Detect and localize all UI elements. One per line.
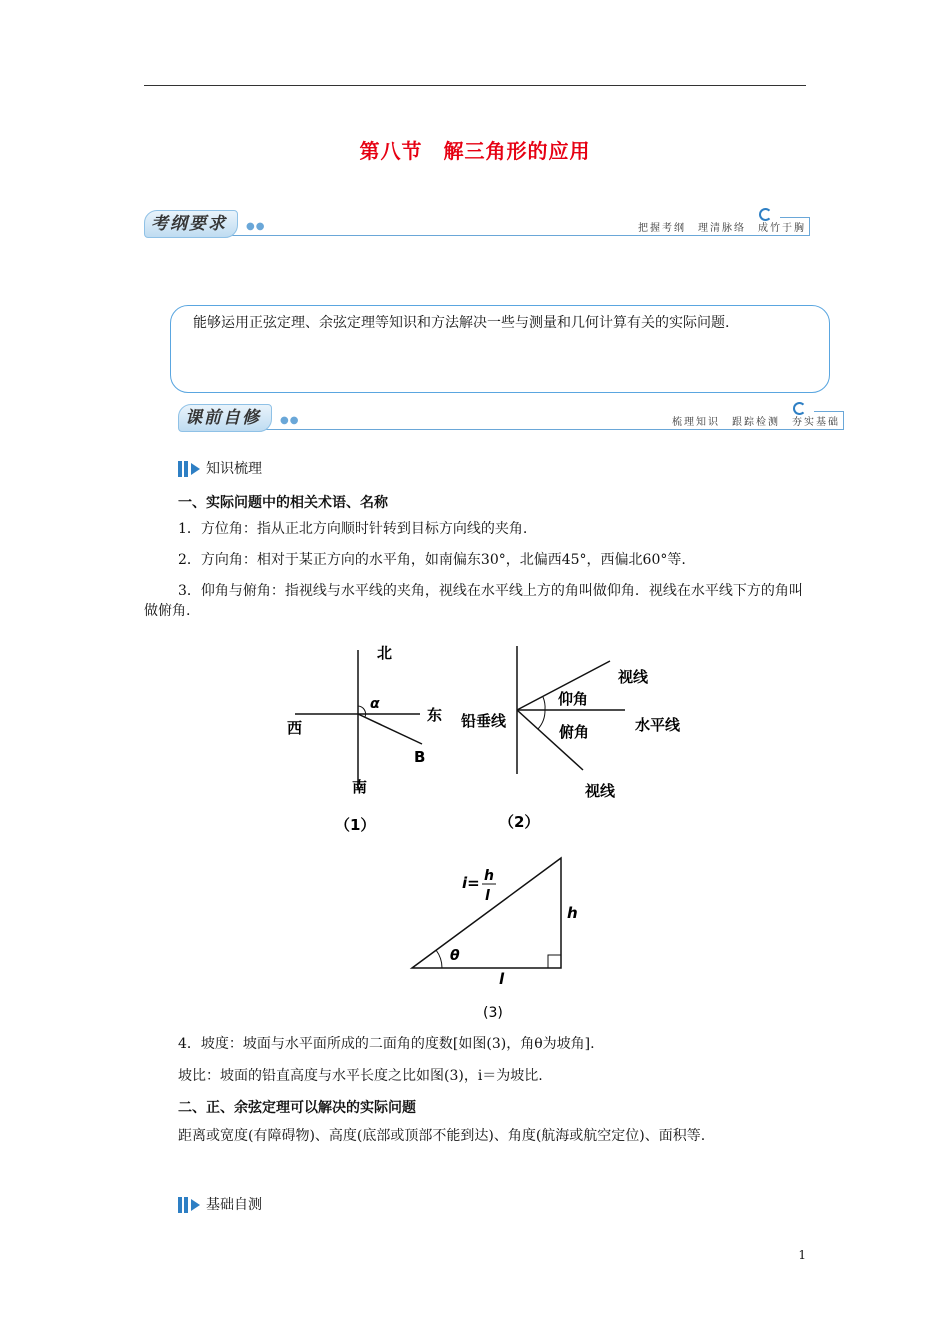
part2-title: 二、正、余弦定理可以解决的实际问题 — [178, 1100, 416, 1116]
figure-2-caption: （2） — [499, 813, 540, 831]
section-tags-preview: 梳理知识 跟踪检测 夯实基础 — [672, 417, 840, 428]
section-bar-syllabus — [144, 208, 810, 238]
north-label: 北 — [377, 644, 393, 662]
section-badge-preview: 课前自修 — [178, 404, 272, 432]
slope-h-numerator: h — [484, 868, 494, 884]
slope-l-denominator: l — [485, 888, 490, 904]
slope-i-label: i= — [462, 874, 480, 892]
selftest-heading — [178, 1194, 262, 1214]
plumb-line-label: 铅垂线 — [461, 712, 507, 730]
alpha-label: α — [370, 696, 380, 712]
height-label: h — [567, 904, 578, 922]
syllabus-box — [170, 305, 830, 393]
item-1: 1．方位角：指从正北方向顺时针转到目标方向线的夹角. — [178, 521, 528, 537]
west-label: 西 — [287, 719, 303, 737]
section-bar-preview — [178, 402, 844, 432]
page-number: 1 — [798, 1248, 806, 1262]
page-title: 第八节 解三角形的应用 — [359, 139, 591, 163]
header-rule — [144, 85, 806, 86]
east-label: 东 — [427, 706, 443, 724]
item-4: 4．坡度：坡面与水平面所成的二面角的度数[如图(3)，角θ为坡角]. — [178, 1036, 595, 1052]
figure-3-slope — [405, 850, 585, 1030]
section-tags-syllabus: 把握考纲 理清脉络 成竹于胸 — [638, 223, 806, 234]
dots-decoration: ●● — [246, 221, 266, 232]
syllabus-text: 能够运用正弦定理、余弦定理等知识和方法解决一些与测量和几何计算有关的实际问题. — [193, 315, 730, 331]
sight-down-label: 视线 — [585, 782, 616, 800]
part1-title: 一、实际问题中的相关术语、名称 — [178, 495, 388, 511]
selftest-heading-text: 基础自测 — [206, 1197, 262, 1213]
section-marker-icon — [178, 1196, 202, 1214]
item-5: 坡比：坡面的铅直高度与水平长度之比如图(3)，i＝为坡比. — [178, 1068, 543, 1084]
point-b-label: B — [414, 748, 426, 766]
horizontal-label: 水平线 — [635, 716, 681, 734]
section-badge-syllabus: 考纲要求 — [144, 210, 238, 238]
item-3: 3．仰角与俯角：指视线与水平线的夹角，视线在水平线上方的角叫做仰角．视线在水平线下方的角叫做俯角. — [144, 583, 803, 619]
theta-label: θ — [450, 948, 460, 964]
dots-decoration: ●● — [280, 415, 300, 426]
figure-3-caption: (3) — [483, 1005, 503, 1021]
part2-text: 距离或宽度(有障碍物)、高度(底部或顶部不能到达)、角度(航海或航空定位)、面积等. — [178, 1128, 706, 1144]
figure-1-caption: （1） — [335, 816, 376, 834]
sight-up-label: 视线 — [618, 668, 649, 686]
knowledge-heading-text: 知识梳理 — [206, 461, 262, 477]
length-label: l — [499, 970, 505, 988]
knowledge-heading — [178, 458, 262, 478]
depression-label: 俯角 — [559, 723, 590, 741]
figure-1-compass — [280, 640, 460, 840]
elevation-label: 仰角 — [558, 690, 589, 708]
item-2: 2．方向角：相对于某正方向的水平角，如南偏东30°，北偏西45°，西偏北60°等. — [178, 552, 686, 568]
figure-2-elevation — [455, 640, 705, 840]
section-marker-icon — [178, 460, 202, 478]
south-label: 南 — [352, 778, 368, 796]
